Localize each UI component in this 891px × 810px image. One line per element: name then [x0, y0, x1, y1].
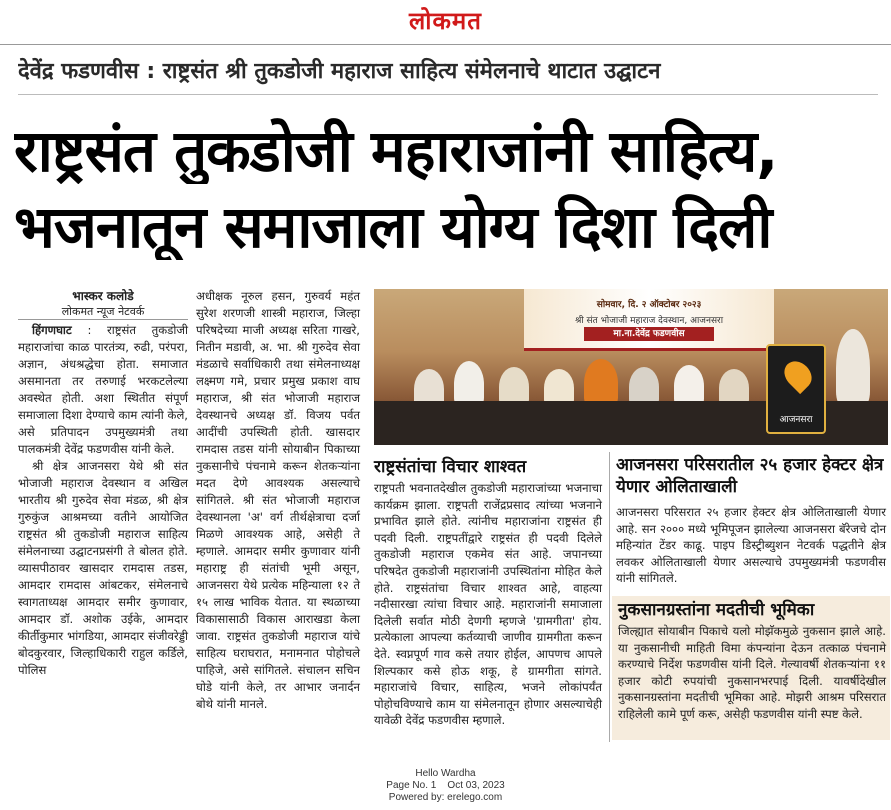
main-headline-line-1: राष्ट्रसंत तुकडोजी महाराजांनी साहित्य, [14, 118, 778, 184]
dignitary-figure [836, 329, 870, 407]
main-headline-line-2: भजनातून समाजाला योग्य दिशा दिली [14, 194, 772, 260]
article-paragraph-1 [18, 322, 188, 458]
dateline: हिंगणघाट [32, 323, 72, 337]
section-title-c: नुकसानग्रस्तांना मदतीची भूमिका [618, 600, 815, 620]
edition-name: Hello Wardha [415, 768, 476, 779]
page-footer [0, 768, 891, 804]
lokmat-logo: लोकमत [409, 6, 482, 35]
article-paragraph-3: अधीक्षक नूरुल हसन, गुरुवर्य महंत सुरेश शरणजी शास्त्री महाराज, जिल्हा परिषदेच्या माजी अध्यक्ष सरिता गाखरे, नितीन मडावी, अ. भा. श्री गुरुदेव सेवा मंडळाचे सर्वाधिकारी तथा संमेलनाध्यक्ष लक्ष्मण गमे, प्रचार प्रमुख प्रकाश वाघ महाराज, श्री संत भोजाजी महाराज देवस्थानचे अध्यक्ष डॉ. विजय पर्वत आदींची उपस्थिती होती. खासदार रामदास तडस यांनी सोयाबीन पिकाच्या नुकसानीचे पंचनामे करून शेतकऱ्यांना मदत देणे आवश्यक असल्याचे सांगितले. श्री संत भोजाजी महाराज देवस्थानला 'अ' वर्ग तीर्थक्षेत्राचा दर्जा मिळणे आवश्यक आहे, असेही ते म्हणाले. आमदार समीर कुणावार यांनी महाराष्ट्र ही संतांची भूमी असून, आजनसरा येथे प्रत्येक महिन्याला १२ ते १५ लाख भाविक येतात. या स्थळाच्या विकासासाठी विकास आराखडा केला जावा. राष्ट्रसंत तुकडोजी महाराज यांचे साहित्य घराघरात, मनामनात पोहोचले पाहिजे, असे सांगितले. संचालन सचिन घोडे यांनी केले, तर आभार जनार्दन बोथे यांनी मानले. [196, 289, 360, 711]
article-column-2 [196, 288, 360, 713]
banner-venue: श्री संत भोजाजी महाराज देवस्थान, आजनसरा [574, 316, 724, 326]
column-divider [609, 452, 610, 742]
event-photo [374, 289, 888, 445]
banner-name: मा.ना.देवेंद्र फडणवीस [584, 327, 714, 341]
kicker-rule [18, 94, 878, 95]
masthead [0, 0, 891, 40]
kicker-headline: देवेंद्र फडणवीस : राष्ट्रसंत श्री तुकडोजी महाराज साहित्य संमेलनाचे थाटात उद्घाटन [18, 59, 661, 84]
dignitary-figure [584, 359, 618, 407]
agency-credit: लोकमत न्यूज नेटवर्क [18, 304, 188, 320]
section-title-b: आजनसरा परिसरातील २५ हजार हेक्टर क्षेत्र येणार ओलिताखाली [616, 455, 884, 497]
article-lead-text: : राष्ट्रसंत तुकडोजी महाराजांचा काळ पारतंत्र्य, रुढी, परंपरा, अज्ञान, अंधश्रद्धेचा होता. समाजात असमानता तर तरुणाई भरकटलेल्या अवस्थेत होती. अशा स्थितीत संपूर्ण समाजाला दिशा देण्याचे काम त्यांनी केले, असे प्रतिपादन उपमुख्यमंत्री तथा पालकमंत्री देवेंद्र फडणवीस यांनी केले. [18, 323, 188, 456]
section-text-a: राष्ट्रपती भवनातदेखील तुकडोजी महाराजांच्या भजनाचा कार्यक्रम झाला. राष्ट्रपती राजेंद्रप्रसाद त्यांच्या भजनाने प्रभावित झाले होते. त्यांनीच महाराजांना राष्ट्रसंत ही पदवी दिली. राष्ट्रपतींद्वारे राष्ट्रसंत ही पदवी दिलेले तुकडोजी महाराज एकमेव संत आहे. जपानच्या परिषदेत तुकडोजी महाराजांनी उपस्थितांना मोहित केले होते. राष्ट्रसंतांचा विचार शाश्वत आहे, वाहत्या नदीसारखा त्यांचा विचार आहे. महाराजांनी समाजाला दिलेली सर्वात मोठी देणगी म्हणजे 'ग्रामगीता' होय. प्रत्येकाला आपल्या कर्तव्याची जाणीव ग्रामगीता करून देते. स्वप्नपूर्ण गाव कसे तयार होईल, आपणच आपले शिल्पकार कसे होऊ शकू, हे ग्रामगीता सांगते. महाराजांचे विचार, साहित्य, भजने लोकांपर्यंत पोहोचविण्याचे काम या संमेलनातून होणार असल्याचेही यावेळी देवेंद्र फडणवीस म्हणाले. [374, 481, 602, 728]
article-column-1 [18, 288, 188, 679]
location-screen [766, 344, 826, 434]
article-paragraph-2: श्री क्षेत्र आजनसरा येथे श्री संत भोजाजी महाराज देवस्थान व अखिल भारतीय श्री गुरुदेव सेवा मंडळ, श्री क्षेत्र गुरुकुंज आश्रमच्या वतीने आयोजित राष्ट्रसंत श्री तुकडोजी महाराज साहित्य संमेलनाच्या उद्घाटनप्रसंगी ते बोलत होते. व्यासपीठावर खासदार रामदास तडस, आमदार रामदास आंबटकर, संमेलनाचे स्वागताध्यक्ष आमदार समीर कुणावार, आमदार डॉ. अशोक उईके, आमदार कीर्तीकुमार भांगडिया, आमदार संजीवरेड्डी बोदकुरवार, जिल्हाधिकारी राहुल कर्डिले, पोलिस [18, 459, 188, 677]
masthead-rule [0, 44, 891, 45]
banner-date: सोमवार, दि. २ ऑक्टोबर २०२३ [596, 300, 702, 310]
page-info: Page No. 1 Oct 03, 2023 [386, 780, 505, 791]
screen-label: आजनसरा [779, 415, 813, 425]
section-text-b: आजनसरा परिसरात २५ हजार हेक्टर क्षेत्र ओलिताखाली येणार आहे. सन २००० मध्ये भूमिपूजन झालेल्या आजनसरा बॅरेजचे दोन महिन्यांत टेंडर काढू. पाइप डिस्ट्रीब्युशन नेटवर्क पद्धतीने क्षेत्र लवकर ओलिताखाली येणार असल्याचे उपमुख्यमंत्री फडणवीस यांनी सांगितले. [616, 505, 886, 586]
section-title-a: राष्ट्रसंतांचा विचार शाश्वत [374, 457, 527, 477]
stage-banner [524, 289, 774, 351]
section-text-c: जिल्ह्यात सोयाबीन पिकाचे यलो मोझॅकमुळे नुकसान झाले आहे. या नुकसानीची माहिती विमा कंपन्यांना देऊन तत्काळ पंचनामे करण्याचे निर्देश फडणवीस यांनी दिले. गेल्यावर्षी शेतकऱ्यांना ११ हजार कोटी रुपयांची नुकसानभरपाई दिली. यावर्षीदेखील नुकसानग्रस्तांना मदतीची भूमिका आहे. मोझरी आश्रम परिसरात राहिलेली कामे पूर्ण करू, असेही फडणवीस यांनी स्पष्ट केले. [618, 624, 886, 721]
map-pin-icon [779, 356, 817, 394]
byline: भास्कर कलोडे [72, 289, 134, 303]
powered-by: Powered by: erelego.com [388, 792, 503, 803]
